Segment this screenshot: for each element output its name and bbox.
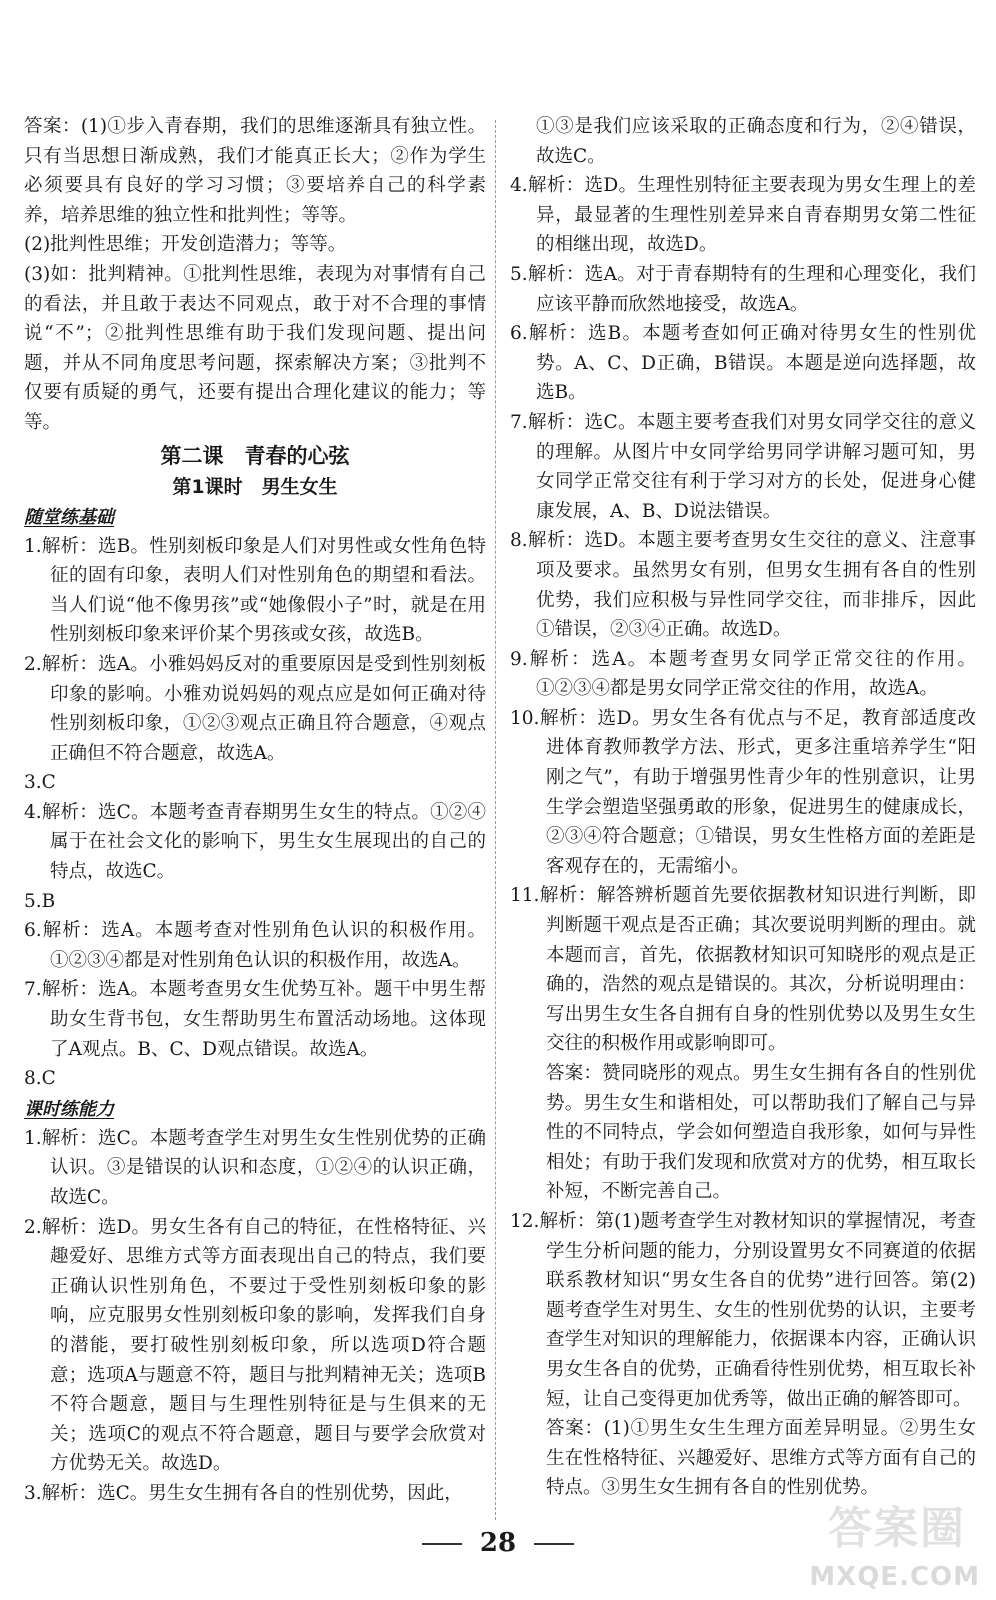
answer-item: 1.解析：选B。性别刻板印象是人们对男性或女性角色特征的固有印象，表明人们对性别角色的期望和看法。当人们说“他不像男孩”或“她像假小子”时，就是在用性别刻板印象来评价某个男孩或女孩，故选B。 xyxy=(24,535,486,646)
answer-paragraph: (3)如：批判精神。①批判性思维，表现为对事情有自己的看法，并且敢于表达不同观点，敢于对不合理的事情说“不”；②批判性思维有助于我们发现问题、提出问题，并从不同角度思考问题，探索解决方案；③批判不仅要有质疑的勇气，还要有提出合理化建议的能力；等等。 xyxy=(24,263,486,433)
column-divider xyxy=(495,120,496,1520)
section-heading-basic: 随堂练基础 xyxy=(24,506,114,528)
answer-item: 7.解析：选A。本题考查男女生优势互补。题干中男生帮助女生背书包，女生帮助男生布置活动场地。这体现了A观点。B、C、D观点错误。故选A。 xyxy=(24,979,486,1060)
watermark-logo xyxy=(796,1492,986,1592)
watermark-logo-text: 答案圈 xyxy=(828,1503,966,1554)
answer-item: 9.解析：选A。本题考查男女同学正常交往的作用。①②③④都是男女同学正常交往的作用，故选A。 xyxy=(510,648,976,700)
answer-continuation: ①③是我们应该采取的正确态度和行为，②④错误，故选C。 xyxy=(536,116,976,167)
page-number-value: 28 xyxy=(479,1528,517,1558)
answer-paragraph: (2)批判性思维；开发创造潜力；等等。 xyxy=(24,234,347,256)
answer-item: 7.解析：选C。本题主要考查我们对男女同学交往的意义的理解。从图片中女同学给男同学讲解习题可知，男女同学正常交往有利于学习对方的长处，促进身心健康发展，A、B、D说法错误。 xyxy=(510,411,976,522)
answer-item: 11.解析：解答辨析题首先要依据教材知识进行判断，即判断题干观点是否正确；其次要说明判断的理由。就本题而言，首先，依据教材知识可知晓彤的观点是正确的，浩然的观点是错误的。其次，分析说明理由：写出男生女生各自拥有自身的性别优势以及男生女生交往的积极作用或影响即可。 xyxy=(510,885,976,1055)
lesson-title: 第二课 青春的心弦 xyxy=(160,443,350,468)
page-number-dash-right xyxy=(534,1543,574,1545)
answer-item: 3.C xyxy=(24,772,56,794)
answer-item: 1.解析：选C。本题考查学生对男生女生性别优势的正确认识。③是错误的认识和态度，①②④的认识正确，故选C。 xyxy=(24,1127,486,1208)
answer-item: 5.B xyxy=(24,890,56,912)
watermark-site-text: MXQE.COM xyxy=(809,1562,980,1592)
answer-item: 4.解析：选D。生理性别特征主要表现为男女生理上的差异，最显著的生理性别差异来自青春期男女第二性征的相继出现，故选D。 xyxy=(510,175,976,256)
answer-detail: 答案：(1)①男生女生生理方面差异明显。②男生女生在性格特征、兴趣爱好、思维方式等方面有自己的特点。③男生女生拥有各自的性别优势。 xyxy=(546,1418,976,1499)
answer-item: 10.解析：选D。男女生各有优点与不足，教育部适度改进体育教师教学方法、形式，更多注重培养学生“阳刚之气”，有助于增强男性青少年的性别意识，让男生学会塑造坚强勇敢的形象，促进男生的健康成长，②③④符合题意；①错误，男女生性格方面的差距是客观存在的，无需缩小。 xyxy=(510,707,976,877)
answer-item: 6.解析：选B。本题考查如何正确对待男女生的性别优势。A、C、D正确，B错误。本题是逆向选择题，故选B。 xyxy=(510,323,976,404)
answer-paragraph: 答案：(1)①步入青春期，我们的思维逐渐具有独立性。只有当思想日渐成熟，我们才能真正长大；②作为学生必须要具有良好的学习习惯；③要培养自己的科学素养，培养思维的独立性和批判性；等等。 xyxy=(24,116,486,226)
section-heading-ability: 课时练能力 xyxy=(24,1098,114,1120)
answer-item: 2.解析：选D。男女生各有自己的特征，在性格特征、兴趣爱好、思维方式等方面表现出自己的特点，我们要正确认识性别角色，不要过于受性别刻板印象的影响，应克服男女性别刻板印象的影响，发挥我们自身的潜能，要打破性别刻板印象，所以选项D符合题意；选项A与题意不符，题目与批判精神无关；选项B不符合题意，题目与生理性别特征是与生俱来的无关；选项C的观点不符合题意，题目与要学会欣赏对方优势无关。故选D。 xyxy=(24,1216,486,1475)
right-column xyxy=(510,112,976,1503)
answer-item: 3.解析：选C。男生女生拥有各自的性别优势，因此， xyxy=(24,1482,463,1504)
lesson-subtitle: 第1课时 男生女生 xyxy=(172,475,338,498)
answer-item: 8.解析：选D。本题主要考查男女生交往的意义、注意事项及要求。虽然男女有别，但男女生拥有各自的性别优势，我们应积极与异性同学交往，而非排斥，因此①错误，②③④正确。故选D。 xyxy=(510,530,976,641)
answer-item: 4.解析：选C。本题考查青春期男生女生的特点。①②④属于在社会文化的影响下，男生女生展现出的自己的特点，故选C。 xyxy=(24,801,486,883)
answer-item: 12.解析：第(1)题考查学生对教材知识的掌握情况，考查学生分析问题的能力，分别设置男女不同赛道的依据联系教材知识“男女生各自的优势”进行回答。第(2)题考查学生对男生、女生的性别优势的认识，主要考查学生对知识的理解能力，依据课本内容，正确认识男女生各自的优势，正确看待性别优势，相互取长补短，让自己变得更加优秀等，做出正确的解答即可。 xyxy=(510,1210,976,1410)
answer-item: 6.解析：选A。本题考查对性别角色认识的积极作用。①②③④都是对性别角色认识的积极作用，故选A。 xyxy=(24,920,486,971)
answer-item: 5.解析：选A。对于青春期特有的生理和心理变化，我们应该平静而欣然地接受，故选A。 xyxy=(510,263,976,315)
page-number-dash-left xyxy=(422,1543,462,1545)
answer-item: 2.解析：选A。小雅妈妈反对的重要原因是受到性别刻板印象的影响。小雅劝说妈妈的观点应是如何正确对待性别刻板印象，①②③观点正确且符合题意，④观点正确但不符合题意，故选A。 xyxy=(24,653,486,764)
answer-item: 8.C xyxy=(24,1068,56,1090)
left-column xyxy=(24,112,486,1509)
answer-detail: 答案：赞同晓彤的观点。男生女生拥有各自的性别优势。男生女生和谐相处，可以帮助我们了解自己与异性的不同特点，学会如何塑造自我形象，如何与异性相处；有助于我们发现和欣赏对方的优势，相互取长补短，不断完善自己。 xyxy=(546,1063,976,1203)
